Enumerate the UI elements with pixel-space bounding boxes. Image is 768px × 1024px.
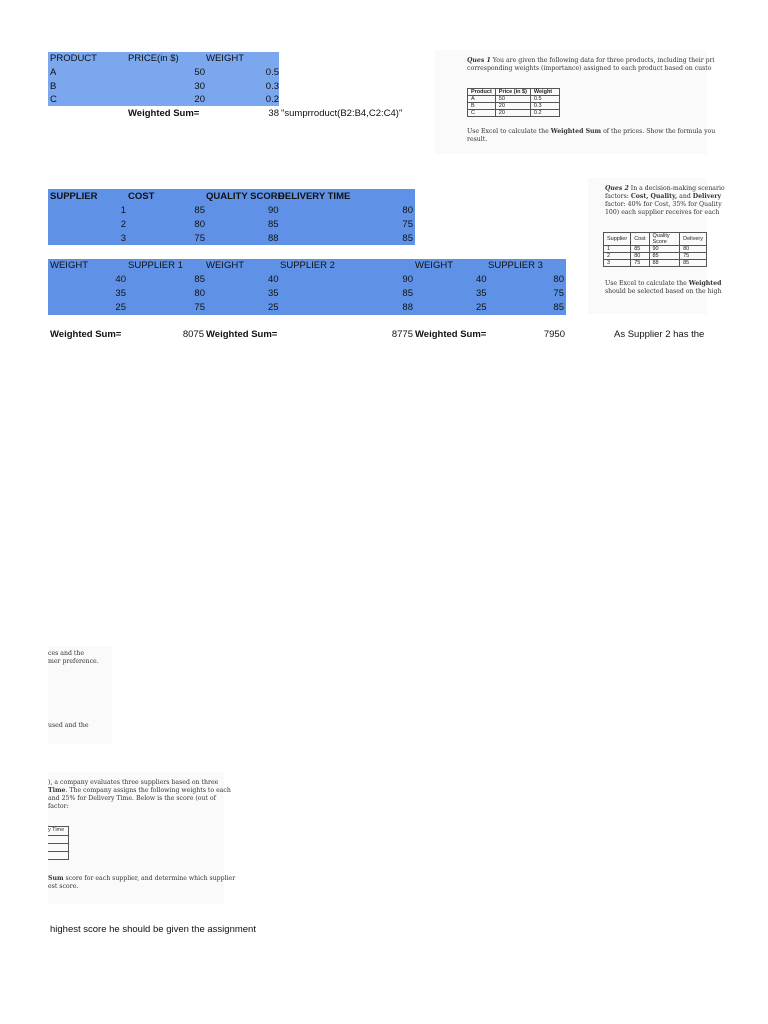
q2-ws-value-3: 7950 [543,329,565,340]
q1-row-a-product: A [50,67,57,78]
q2-wheader-supplier-3: SUPPLIER 3 [488,260,543,271]
q1-overflow-line1: ces and the [48,650,85,657]
q2-image-td: 2 [604,253,631,260]
q2-conclusion-start: As Supplier 2 has the [614,329,705,340]
q1-image-td: B [468,103,496,110]
q2-image-line5: Use Excel to calculate the Weighted [605,280,722,287]
q2-wrow1-s2: 90 [402,274,413,285]
q2-image-td: 3 [604,260,631,267]
q2-row1-delivery: 90 [268,205,279,216]
q2-header-delivery: DELIVERY TIME [278,191,351,202]
q2-row3-delivery: 88 [268,233,279,244]
q2-overflow-line4: factor: [48,803,69,810]
q2-wrow2-s3: 75 [553,288,564,299]
q2-wrow2-w2: 35 [268,288,279,299]
q2-image-td: 85 [631,246,649,253]
q2-image-line2: factors: Cost, Quality, and Delivery [605,193,722,200]
q2-image-th-supplier: Supplier [604,233,631,246]
q1-image-td: 0.3 [530,103,559,110]
q1-image-table [467,88,560,117]
question-1-image-overflow [48,646,112,744]
q1-header-price: PRICE(in $) [128,53,179,64]
q2-row1-cost: 1 [120,205,126,216]
q2-wheader-weight-2: WEIGHT [206,260,244,271]
q1-weighted-sum-value: 38 [268,108,279,119]
q2-overflow-line2: Time. The company assigns the following weights to each [48,787,231,794]
q2-image-table [603,232,707,267]
q1-overflow-line3: used and the [48,722,89,729]
q2-wheader-supplier-2: SUPPLIER 2 [280,260,335,271]
q2-wrow3-w1: 25 [115,302,126,313]
q2-overflow-line6: est score. [48,883,79,890]
q1-row-c-price: 20 [194,94,205,105]
q2-wrow2-s2: 85 [402,288,413,299]
q1-row-a-price: 50 [194,67,205,78]
q2-wrow3-s3: 85 [553,302,564,313]
q2-image-line3: factor: 40% for Cost, 35% for Quality [605,201,722,208]
q2-wrow1-w2: 40 [268,274,279,285]
q2-image-td: 88 [649,260,680,267]
q1-image-td: 20 [495,103,530,110]
q2-wheader-supplier-1: SUPPLIER 1 [128,260,183,271]
q2-header-cost: COST [128,191,155,202]
q2-overflow-line5: Sum score for each supplier, and determine which supplier [48,875,236,882]
q2-overflow-table-rule [48,835,68,836]
q2-image-line4: 100) each supplier receives for each [605,209,720,216]
q1-image-td: A [468,96,496,103]
q1-image-td: 20 [495,110,530,117]
q2-wrow3-s1: 75 [194,302,205,313]
q1-weighted-sum-label: Weighted Sum= [128,108,200,119]
q2-overflow-line3: and 25% for Delivery Time. Below is the score (out of [48,795,216,802]
q2-image-th-cost: Cost [631,233,649,246]
q2-overflow-table-rule [48,851,68,852]
q1-image-line1: Ques 1 You are given the following data for three products, including their pri [467,57,715,64]
q2-image-line1: Ques 2 In a decision-making scenario [605,185,725,192]
q1-row-b-product: B [50,81,57,92]
q1-image-td: 0.5 [530,96,559,103]
q2-image-td: 80 [631,253,649,260]
q1-image-td: 0.2 [530,110,559,117]
q1-row-a-weight: 0.5 [265,67,279,78]
q2-wheader-weight-3: WEIGHT [415,260,453,271]
q2-row3-extra: 85 [402,233,413,244]
q2-wrow2-s1: 80 [194,288,205,299]
q1-header-product: PRODUCT [50,53,97,64]
q2-image-td: 75 [680,253,707,260]
q2-row2-cost: 2 [120,219,126,230]
q2-image-td: 85 [680,260,707,267]
q1-image-line2: corresponding weights (importance) assigned to each product based on custo [467,65,712,72]
q1-header-weight: WEIGHT [206,53,244,64]
q2-overflow-line1: ), a company evaluates three suppliers based on three [48,779,219,786]
q2-image-td: 1 [604,246,631,253]
q2-wrow3-s2: 88 [402,302,413,313]
q2-ws-value-2: 8775 [391,329,413,340]
q2-image-td: 80 [680,246,707,253]
q2-wrow1-s1: 85 [194,274,205,285]
q1-formula-text: "sumprroduct(B2:B4,C2:C4)" [281,108,403,119]
q2-wrow1-w3: 40 [476,274,487,285]
q2-overflow-table-rule [48,843,68,844]
q2-overflow-table [48,826,69,860]
q1-image-th-price: Price (in $) [495,89,530,96]
q2-row1-quality: 85 [194,205,205,216]
question-1-image [435,50,716,154]
q1-overflow-line2: mer preference. [48,658,99,665]
q2-overflow-table-header: y Time [48,827,65,833]
q1-image-td: C [468,110,496,117]
q1-row-b-price: 30 [194,81,205,92]
q2-wheader-weight-1: WEIGHT [50,260,88,271]
q1-row-c-weight: 0.2 [265,94,279,105]
q2-image-td: 85 [649,253,680,260]
q2-header-supplier: SUPPLIER [50,191,98,202]
q1-image-th-product: Product [468,89,496,96]
q2-image-th-quality: Quality Score [649,233,680,246]
question-2-image [588,178,725,314]
q2-wrow2-w1: 35 [115,288,126,299]
q2-conclusion-end: highest score he should be given the assignment [50,924,256,935]
q1-image-th-weight: Weight [530,89,559,96]
q1-row-c-product: C [50,94,57,105]
q1-image-line4: result. [467,136,488,143]
q1-image-line3: Use Excel to calculate the Weighted Sum of the prices. Show the formula you [467,128,716,135]
q2-image-line6: should be selected based on the high [605,288,722,295]
q2-image-td: 75 [631,260,649,267]
q2-ws-value-1: 8075 [182,329,204,340]
q2-image-th-delivery: Delivery [680,233,707,246]
q2-row3-cost: 3 [120,233,126,244]
q2-row2-quality: 80 [194,219,205,230]
q2-row1-extra: 80 [402,205,413,216]
q1-image-td: 50 [495,96,530,103]
q2-image-td: 90 [649,246,680,253]
q2-row3-quality: 75 [194,233,205,244]
question-2-image-overflow [48,772,236,904]
q2-ws-label-3: Weighted Sum= [415,329,487,340]
q2-header-quality: QUALITY SCORE [206,191,284,202]
q2-row2-extra: 75 [402,219,413,230]
q2-wrow1-w1: 40 [115,274,126,285]
q2-row2-delivery: 85 [268,219,279,230]
q2-wrow3-w2: 25 [268,302,279,313]
q2-wrow3-w3: 25 [476,302,487,313]
q2-ws-label-1: Weighted Sum= [50,329,122,340]
q2-ws-label-2: Weighted Sum= [206,329,278,340]
q2-wrow2-w3: 35 [476,288,487,299]
q2-wrow1-s3: 80 [553,274,564,285]
q1-row-b-weight: 0.3 [265,81,279,92]
